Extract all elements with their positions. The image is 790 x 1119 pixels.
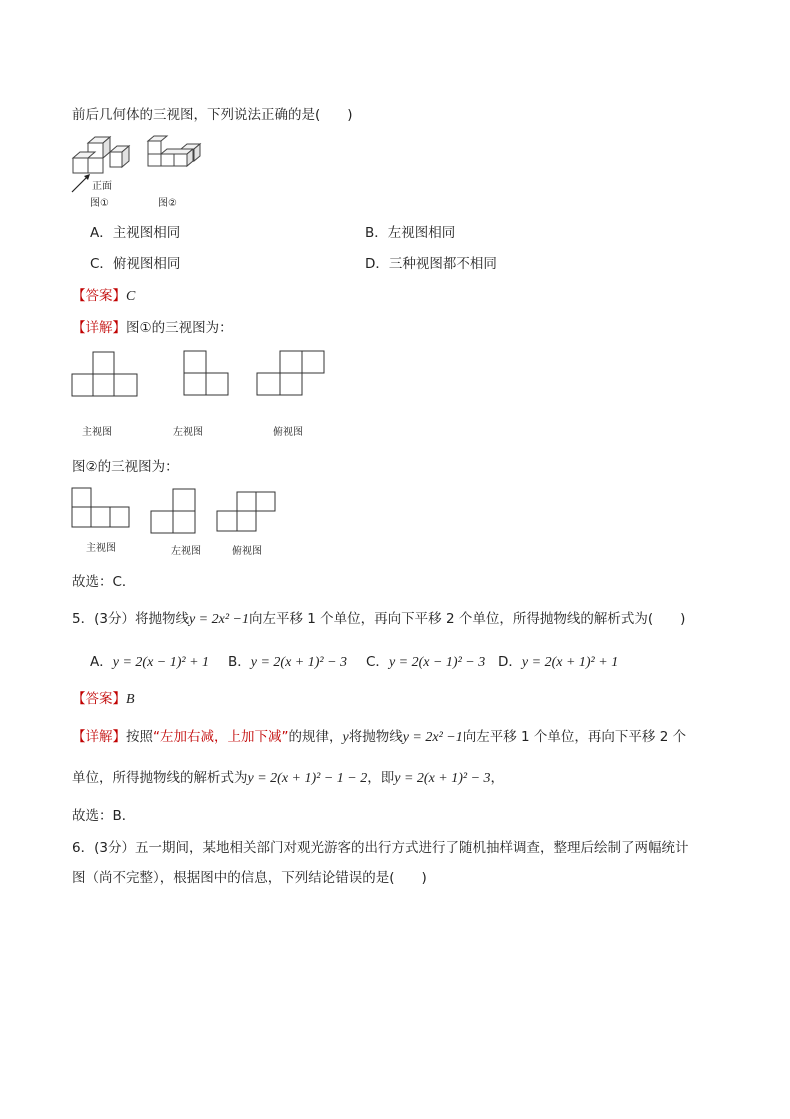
figure-1-cubes: [70, 133, 140, 173]
q4-fig2-intro: 图②的三视图为：: [72, 459, 179, 475]
fig2-top-view: [217, 491, 279, 533]
fig2-left-view: [151, 488, 201, 536]
fig2-front-view: [72, 488, 134, 530]
q4-stem: 前后几何体的三视图，下列说法正确的是( ): [72, 107, 353, 123]
fig1-front-view: [72, 351, 140, 399]
fig1-front-view-label: 主视图: [82, 427, 112, 438]
q5-detail-line-1: 【详解】按照“左加右减，上加下减”的规律，y将抛物线y = 2x² −1向左平移 1 个单位，再向下平移 2 个: [72, 729, 687, 745]
q4-answer-value: C: [126, 289, 136, 304]
front-direction-arrow-icon: [70, 172, 94, 194]
q5-conclusion: 故选：B．: [72, 808, 136, 824]
q5-stem-expr: y = 2x² −1: [188, 612, 249, 627]
q5-option-d: D．y = 2(x + 1)² + 1: [498, 654, 619, 670]
q6-stem-line-2: 图（尚不完整），根据图中的信息，下列结论错误的是( ): [72, 870, 427, 886]
q5-detail-tag: 【详解】: [72, 729, 126, 745]
q4-answer-line: [72, 284, 135, 305]
fig1-left-view: [184, 351, 232, 399]
q4-option-a: A．主视图相同: [90, 225, 181, 241]
q5-answer-line: [72, 687, 135, 708]
q5-answer-tag: 【答案】: [72, 691, 126, 707]
q4-detail-tag: 【详解】: [72, 320, 126, 336]
q5-detail-quote: “左加右减，上加下减”: [153, 729, 289, 745]
q5-answer-value: B: [126, 692, 135, 707]
q5-stem: [72, 607, 685, 628]
fig1-left-view-label: 左视图: [173, 427, 203, 438]
front-label: 正面: [92, 181, 112, 192]
fig1-top-view: [257, 351, 329, 399]
fig2-top-view-label: 俯视图: [232, 546, 262, 557]
q4-detail-intro: 图①的三视图为：: [126, 320, 233, 336]
fig2-left-view-label: 左视图: [171, 546, 201, 557]
figure-2-label: 图②: [158, 198, 177, 209]
q4-detail-line: [72, 316, 233, 336]
figure-2-cubes: [145, 133, 205, 169]
q5-option-b: B．y = 2(x + 1)² − 3: [228, 654, 348, 670]
q4-option-b: B．左视图相同: [365, 225, 456, 241]
figure-1-label: 图①: [90, 198, 109, 209]
q5-option-c: C．y = 2(x − 1)² − 3: [366, 654, 486, 670]
q5-option-a: A．y = 2(x − 1)² + 1: [90, 654, 210, 670]
q4-answer-tag: 【答案】: [72, 288, 126, 304]
q5-detail-line-2: 单位，所得抛物线的解析式为y = 2(x + 1)² − 1 − 2，即y = 2(x + 1)² − 3，: [72, 770, 505, 786]
q5-stem-prefix: 5．(3分）将抛物线: [72, 611, 189, 627]
q6-stem-line-1: 6．(3分）五一期间，某地相关部门对观光游客的出行方式进行了随机抽样调查，整理后绘制了两幅统计: [72, 840, 689, 856]
q4-option-c: C．俯视图相同: [90, 256, 181, 272]
fig2-front-view-label: 主视图: [86, 543, 116, 554]
fig1-top-view-label: 俯视图: [273, 427, 303, 438]
q4-conclusion: 故选：C．: [72, 574, 136, 590]
q4-option-d: D．三种视图都不相同: [365, 256, 497, 272]
q5-stem-suffix: 向左平移 1 个单位，再向下平移 2 个单位，所得抛物线的解析式为( ): [248, 611, 686, 627]
